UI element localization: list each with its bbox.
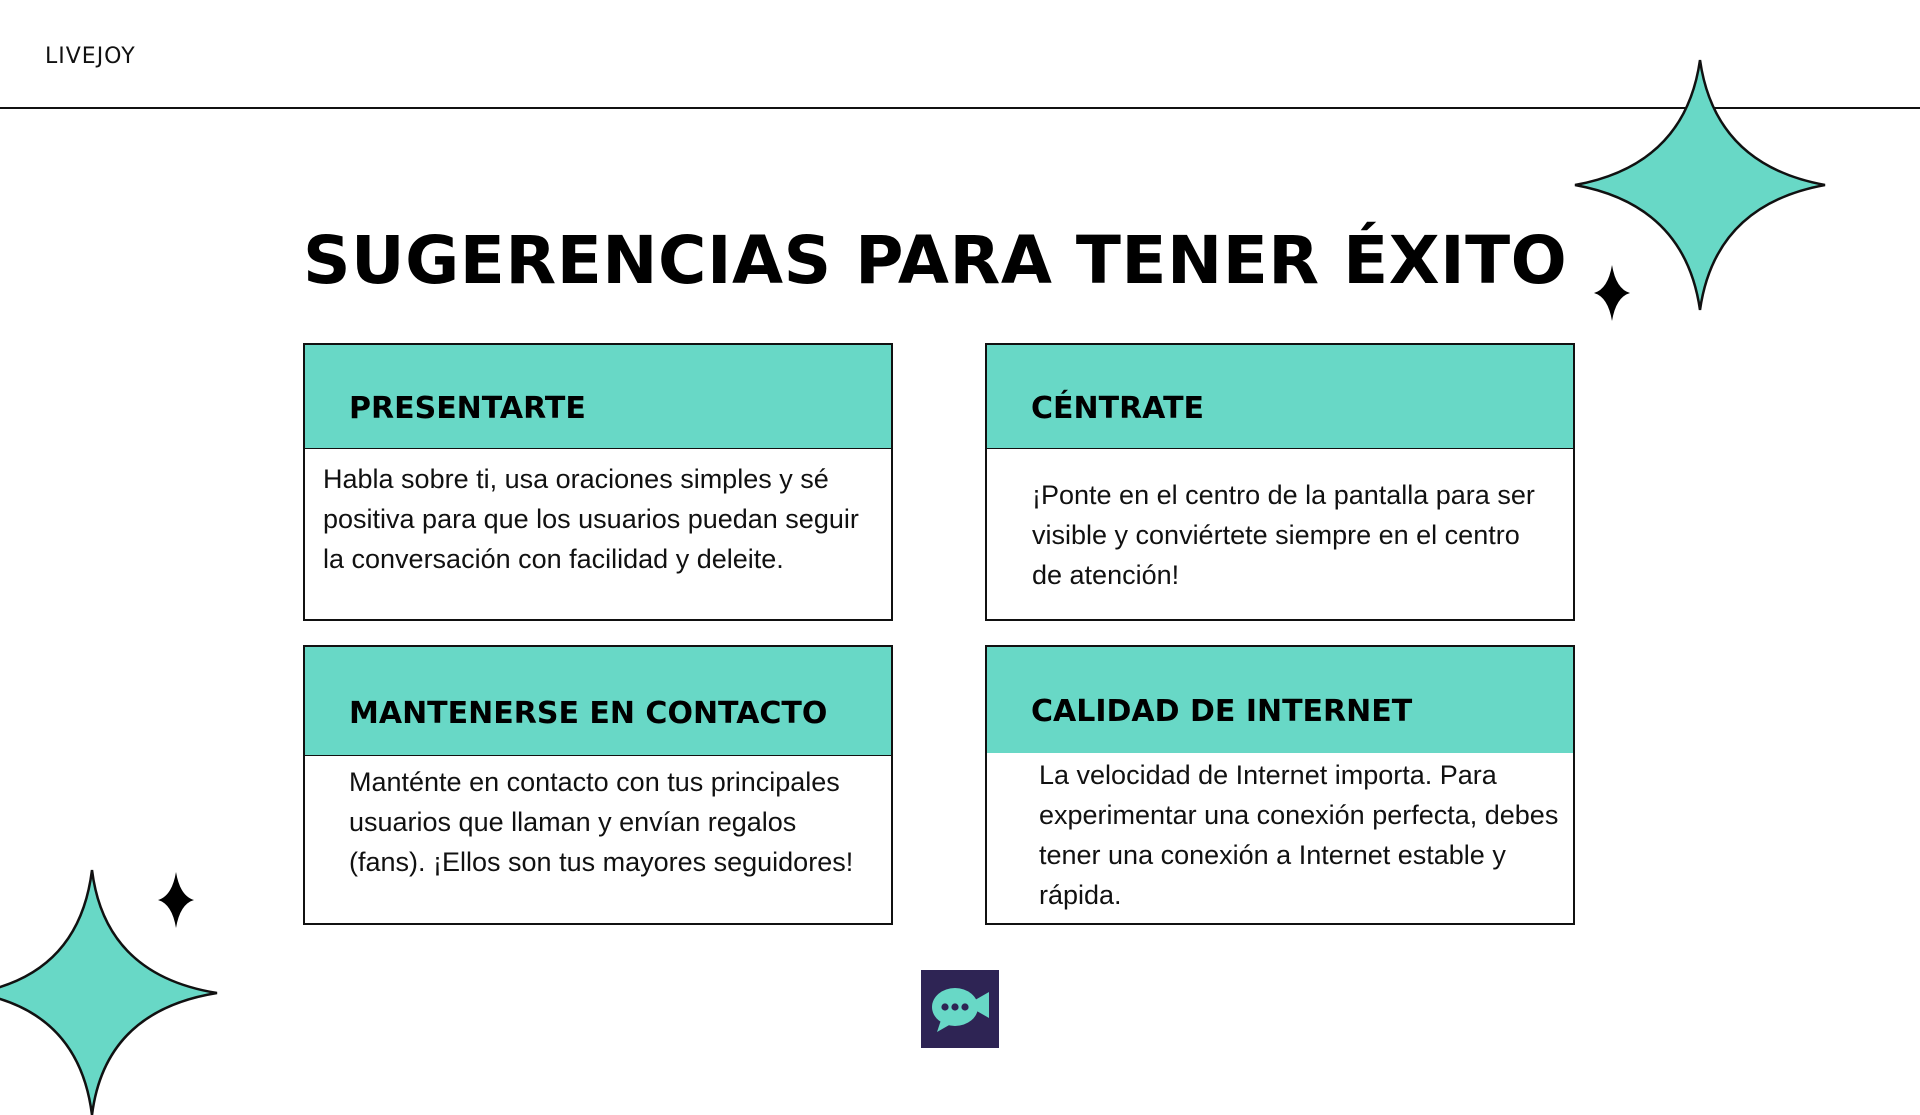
card-header xyxy=(305,345,891,449)
card-header xyxy=(305,647,891,756)
tip-card-calidad-de-internet xyxy=(985,645,1575,925)
livejoy-app-icon xyxy=(921,970,999,1048)
tip-card-mantenerse-en-contacto xyxy=(303,645,893,925)
card-body-text: ¡Ponte en el centro de la pantalla para ser visible y conviértete siempre en el centro de atención! xyxy=(1032,480,1535,590)
card-heading: CÉNTRATE xyxy=(1031,391,1205,426)
card-heading: CALIDAD DE INTERNET xyxy=(1031,694,1413,729)
tip-card-centrate xyxy=(985,343,1575,621)
card-heading: PRESENTARTE xyxy=(349,391,586,426)
card-body-text: La velocidad de Internet importa. Para experimentar una conexión perfecta, debes tener una conexión a Internet estable y rápida. xyxy=(1039,760,1559,910)
chat-camera-icon xyxy=(921,970,999,1048)
brand-label: LIVEJOY xyxy=(45,44,136,69)
card-header xyxy=(987,345,1573,449)
card-header xyxy=(987,647,1573,753)
card-body-text: Manténte en contacto con tus principales usuarios que llaman y envían regalos (fans). ¡Ellos son tus mayores seguidores! xyxy=(349,767,854,877)
page-title: SUGERENCIAS PARA TENER ÉXITO xyxy=(303,222,1568,299)
card-body-text: Habla sobre ti, usa oraciones simples y sé positiva para que los usuarios puedan seguir la conversación con facilidad y deleite. xyxy=(323,464,859,574)
small-sparkle-icon-top-right xyxy=(1592,263,1632,323)
tip-card-presentarte xyxy=(303,343,893,621)
card-heading: MANTENERSE EN CONTACTO xyxy=(349,696,828,731)
small-sparkle-icon-bottom-left xyxy=(156,870,196,930)
